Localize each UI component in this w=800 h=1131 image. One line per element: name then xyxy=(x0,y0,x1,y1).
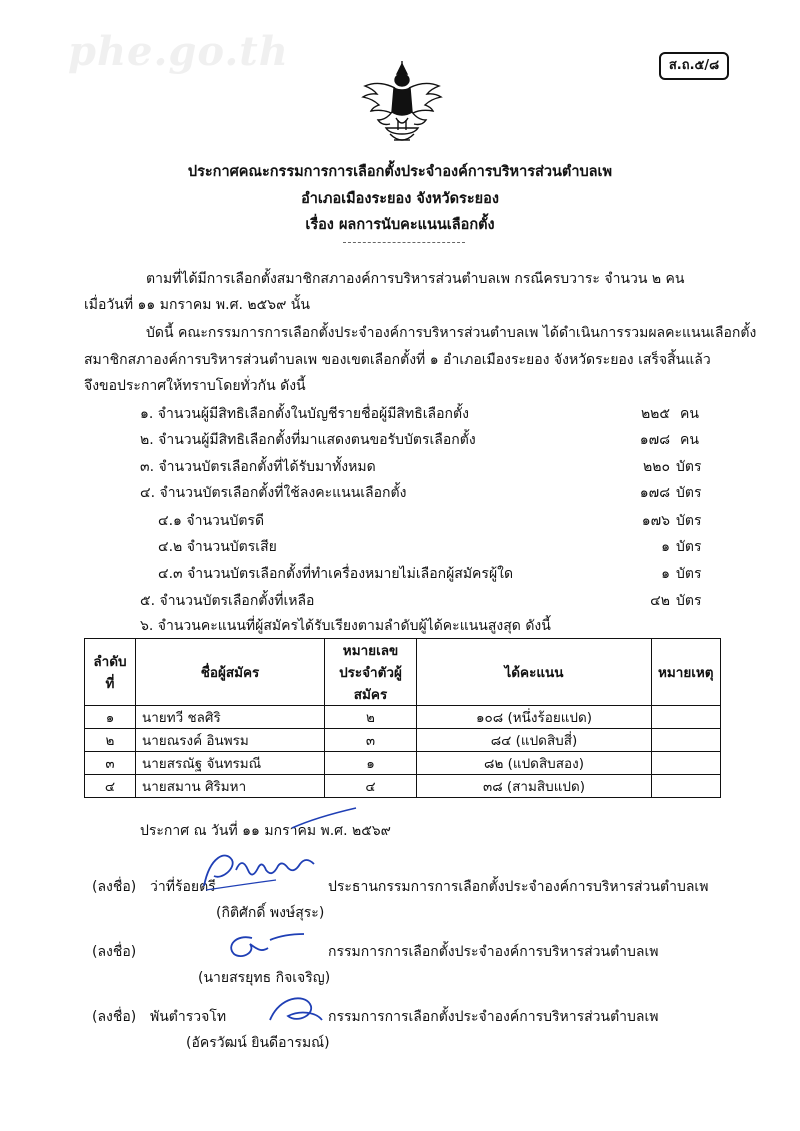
garuda-emblem-icon xyxy=(356,58,448,152)
cell-note xyxy=(652,775,721,798)
table-row xyxy=(85,775,721,798)
stat-value: ๒๒๐ xyxy=(642,459,670,475)
cell-number: ๑ xyxy=(325,752,417,775)
date-signature-stroke-icon xyxy=(290,806,360,832)
sign-prefix: (ลงชื่อ) xyxy=(92,879,137,895)
stat-value: ๑๗๖ xyxy=(641,513,670,529)
stat-unit: คน xyxy=(680,432,699,448)
sign-name: (นายสรยุทธ กิจเจริญ) xyxy=(198,970,331,986)
sign-prefix: (ลงชื่อ) xyxy=(92,944,137,960)
cell-number: ๓ xyxy=(325,729,417,752)
stat-unit: คน xyxy=(680,406,699,422)
cell-rank: ๓ xyxy=(85,752,136,775)
cell-rank: ๒ xyxy=(85,729,136,752)
cell-name: นายณรงค์ อินพรม xyxy=(136,729,325,752)
cell-number: ๔ xyxy=(325,775,417,798)
results-table xyxy=(84,638,721,798)
cell-note xyxy=(652,729,721,752)
sign-name: (อัครวัฒน์ ยินดีอารมณ์) xyxy=(186,1035,330,1051)
stat-unit: บัตร xyxy=(676,513,702,529)
table-header-row xyxy=(85,639,721,706)
sign-position: กรรมการการเลือกตั้งประจำองค์การบริหารส่วนตำบลเพ xyxy=(328,944,659,960)
stat-label: ๑. จำนวนผู้มีสิทธิเลือกตั้งในบัญชีรายชื่อผู้มีสิทธิเลือกตั้ง xyxy=(140,406,469,422)
stat-value: ๑ xyxy=(661,539,670,555)
paragraph-2-line-1: บัดนี้ คณะกรรมการการเลือกตั้งประจำองค์การบริหารส่วนตำบลเพ ได้ดำเนินการรวมผลคะแนนเลือกตั้ง xyxy=(146,325,757,341)
signature-chair-icon xyxy=(196,846,336,896)
stat-label: ๔. จำนวนบัตรเลือกตั้งที่ใช้ลงคะแนนเลือกตั้ง xyxy=(140,485,407,501)
stat-label: ๔.๓ จำนวนบัตรเลือกตั้งที่ทำเครื่องหมายไม่เลือกผู้สมัครผู้ใด xyxy=(158,566,514,582)
cell-rank: ๔ xyxy=(85,775,136,798)
stat-value: ๑ xyxy=(661,566,670,582)
sign-rank-title: พันตำรวจโท xyxy=(150,1009,227,1025)
sign-name: (กิติศักดิ์ พงษ์สุระ) xyxy=(216,905,325,921)
header-name: ชื่อผู้สมัคร xyxy=(136,639,325,706)
stat-label: ๔.๒ จำนวนบัตรเสีย xyxy=(158,539,277,555)
paragraph-1-line-2: เมื่อวันที่ ๑๑ มกราคม พ.ศ. ๒๕๖๙ นั้น xyxy=(84,297,310,313)
stat-unit: บัตร xyxy=(676,593,702,609)
stat-unit: บัตร xyxy=(676,566,702,582)
sign-prefix: (ลงชื่อ) xyxy=(92,1009,137,1025)
announcement-subject: เรื่อง ผลการนับคะแนนเลือกตั้ง xyxy=(305,217,495,233)
table-row xyxy=(85,706,721,729)
cell-score: ๓๘ (สามสิบแปด) xyxy=(417,775,652,798)
watermark: phe.go.th xyxy=(68,28,289,75)
stat-value: ๑๗๘ xyxy=(639,432,670,448)
cell-number: ๒ xyxy=(325,706,417,729)
signature-member-2-icon xyxy=(260,990,330,1034)
divider xyxy=(343,242,465,243)
cell-rank: ๑ xyxy=(85,706,136,729)
cell-name: นายทวี ชลศิริ xyxy=(136,706,325,729)
header-score: ได้คะแนน xyxy=(417,639,652,706)
paragraph-1-line-1: ตามที่ได้มีการเลือกตั้งสมาชิกสภาองค์การบริหารส่วนตำบลเพ กรณีครบวาระ จำนวน ๒ คน xyxy=(146,271,685,287)
signature-member-1-icon xyxy=(222,926,312,966)
table-row xyxy=(85,752,721,775)
paragraph-2-line-2: สมาชิกสภาองค์การบริหารส่วนตำบลเพ ของเขตเลือกตั้งที่ ๑ อำเภอเมืองระยอง จังหวัดระยอง เสร็จสิ้นแล้ว xyxy=(84,352,711,368)
stat-label: ๓. จำนวนบัตรเลือกตั้งที่ได้รับมาทั้งหมด xyxy=(140,459,376,475)
stat-unit: บัตร xyxy=(676,539,702,555)
stat-unit: บัตร xyxy=(676,485,702,501)
table-row xyxy=(85,729,721,752)
header-number-line-1: หมายเลข xyxy=(342,643,399,659)
cell-note xyxy=(652,706,721,729)
cell-score: ๘๒ (แปดสิบสอง) xyxy=(417,752,652,775)
announcement-title: ประกาศคณะกรรมการการเลือกตั้งประจำองค์การบริหารส่วนตำบลเพ xyxy=(187,164,613,180)
header-rank: ลำดับที่ xyxy=(85,639,136,706)
cell-score: ๘๔ (แปดสิบสี่) xyxy=(417,729,652,752)
cell-score: ๑๐๘ (หนึ่งร้อยแปด) xyxy=(417,706,652,729)
sign-position: ประธานกรรมการการเลือกตั้งประจำองค์การบริหารส่วนตำบลเพ xyxy=(328,879,709,895)
stat-label: ๕. จำนวนบัตรเลือกตั้งที่เหลือ xyxy=(140,593,315,609)
header-note: หมายเหตุ xyxy=(652,639,721,706)
sign-position: กรรมการการเลือกตั้งประจำองค์การบริหารส่วนตำบลเพ xyxy=(328,1009,659,1025)
cell-name: นายสมาน ศิริมหา xyxy=(136,775,325,798)
stat-label: ๒. จำนวนผู้มีสิทธิเลือกตั้งที่มาแสดงตนขอรับบัตรเลือกตั้ง xyxy=(140,432,476,448)
form-code-badge: ส.ถ.๕/๘ xyxy=(659,52,729,80)
stat-value: ๔๒ xyxy=(650,593,670,609)
stat-unit: บัตร xyxy=(676,459,702,475)
announce-date: ประกาศ ณ วันที่ ๑๑ มกราคม พ.ศ. ๒๕๖๙ xyxy=(140,823,391,839)
header-candidate-number xyxy=(325,639,417,706)
item-6-label: ๖. จำนวนคะแนนที่ผู้สมัครได้รับเรียงตามลำดับผู้ได้คะแนนสูงสุด ดังนี้ xyxy=(140,618,551,634)
cell-name: นายสรณัฐ จันทรมณี xyxy=(136,752,325,775)
stat-label: ๔.๑ จำนวนบัตรดี xyxy=(158,513,265,529)
stat-value: ๑๗๘ xyxy=(639,485,670,501)
stat-value: ๒๒๕ xyxy=(640,406,670,422)
sign-rank-title: ว่าที่ร้อยตรี xyxy=(150,879,216,895)
paragraph-2-line-3: จึงขอประกาศให้ทราบโดยทั่วกัน ดังนี้ xyxy=(84,378,306,394)
cell-note xyxy=(652,752,721,775)
announcement-district: อำเภอเมืองระยอง จังหวัดระยอง xyxy=(301,191,499,207)
header-number-line-2: ประจำตัวผู้สมัคร xyxy=(339,665,402,703)
